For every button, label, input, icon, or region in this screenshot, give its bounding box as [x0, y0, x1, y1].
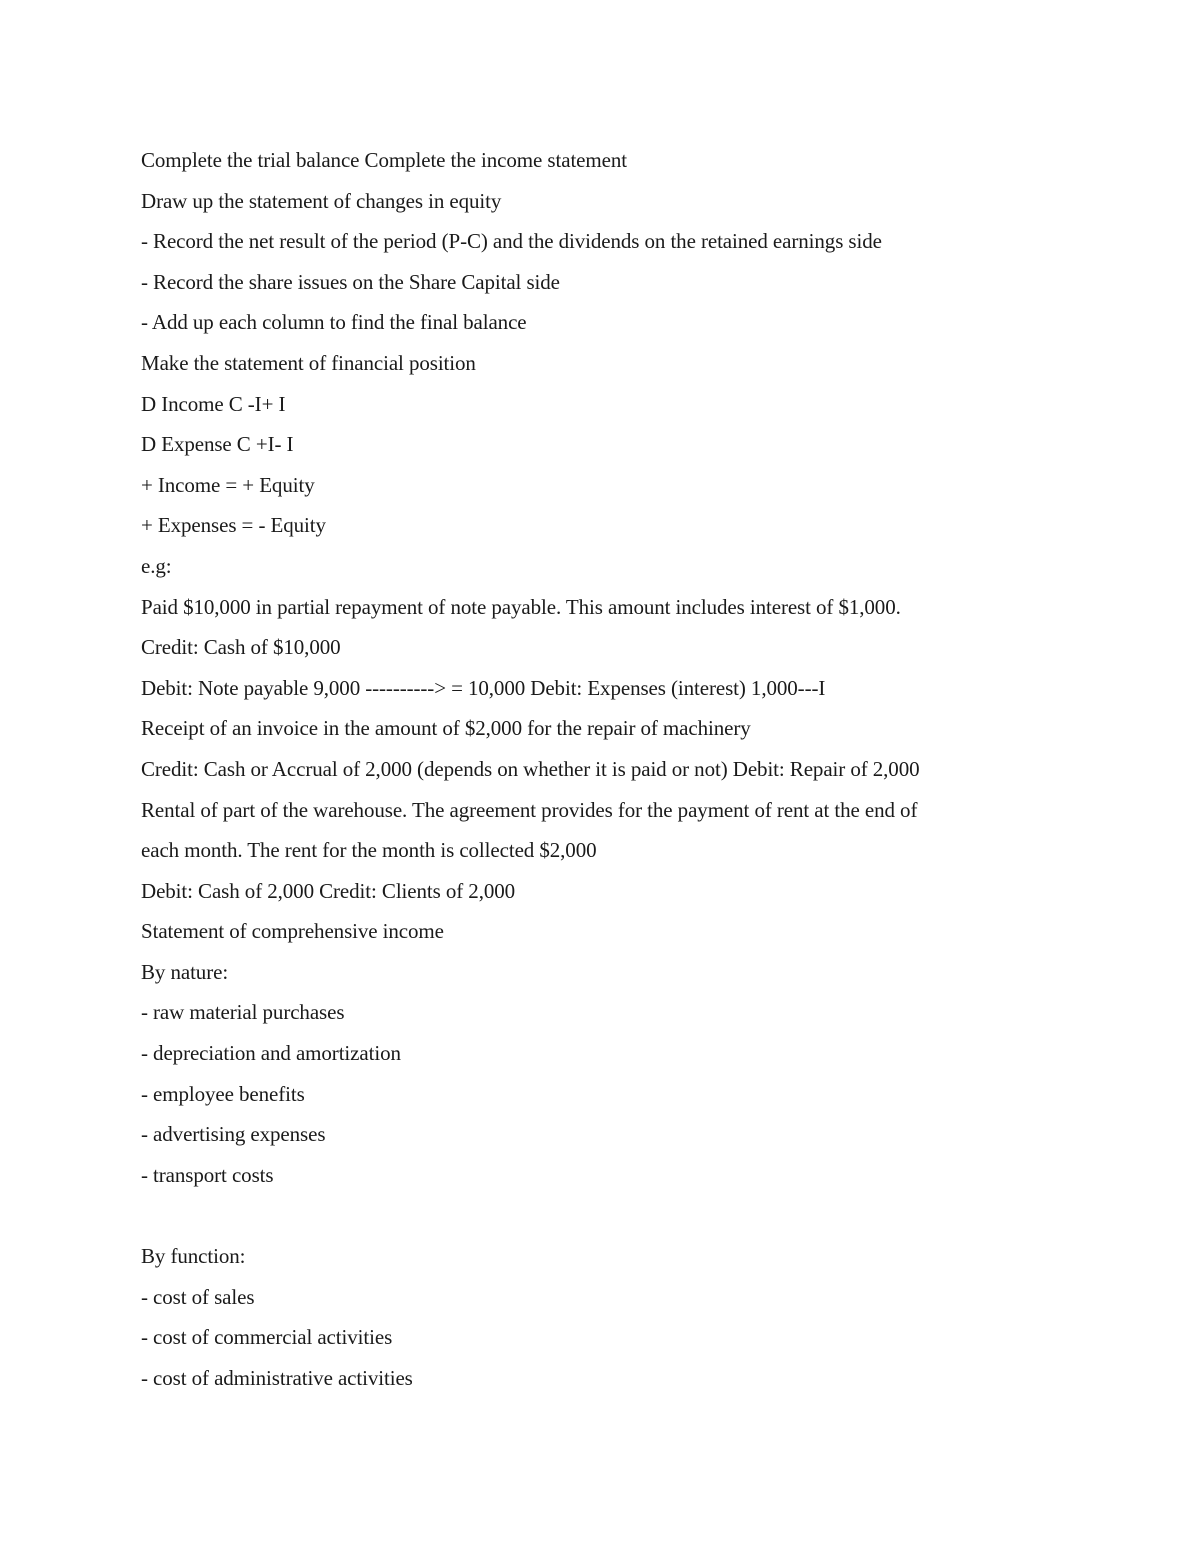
text-line: - employee benefits: [141, 1081, 305, 1106]
text-line: - Record the net result of the period (P-C) and the dividends on the retained earnings side: [141, 229, 882, 254]
text-line: D Expense C +I- I: [141, 432, 294, 457]
text-line: Credit: Cash or Accrual of 2,000 (depends on whether it is paid or not) Debit: Repair of 2,000: [141, 756, 920, 781]
text-line: D Income C -I+ I: [141, 391, 286, 416]
text-line: By nature:: [141, 959, 229, 984]
text-line: - cost of commercial activities: [141, 1325, 393, 1350]
text-line: e.g:: [141, 553, 172, 578]
text-line: Make the statement of financial position: [141, 350, 476, 375]
text-line: - cost of administrative activities: [141, 1365, 413, 1390]
text-line: Receipt of an invoice in the amount of $2,000 for the repair of machinery: [141, 716, 751, 741]
document-body: [141, 140, 1041, 1398]
text-line: - depreciation and amortization: [141, 1041, 401, 1066]
text-line: + Expenses = - Equity: [141, 513, 326, 538]
text-line: - advertising expenses: [141, 1122, 326, 1147]
text-line: Rental of part of the warehouse. The agreement provides for the payment of rent at the end of: [141, 797, 918, 822]
text-line: Draw up the statement of changes in equity: [141, 188, 502, 213]
text-line: By function:: [141, 1244, 246, 1269]
text-line: Paid $10,000 in partial repayment of note payable. This amount includes interest of $1,000.: [141, 594, 901, 619]
text-line: Debit: Cash of 2,000 Credit: Clients of 2,000: [141, 878, 516, 903]
text-line: Statement of comprehensive income: [141, 919, 444, 944]
text-line: - Record the share issues on the Share Capital side: [141, 269, 560, 294]
text-line: - raw material purchases: [141, 1000, 345, 1025]
text-line: each month. The rent for the month is collected $2,000: [141, 838, 597, 863]
text-line: - cost of sales: [141, 1284, 255, 1309]
text-line: Credit: Cash of $10,000: [141, 635, 341, 660]
text-line: - transport costs: [141, 1162, 274, 1187]
text-line: Debit: Note payable 9,000 ----------> = 10,000 Debit: Expenses (interest) 1,000---I: [141, 675, 826, 700]
text-line: Complete the trial balance Complete the income statement: [141, 148, 627, 172]
text-line: - Add up each column to find the final balance: [141, 310, 527, 335]
blank-line: [141, 1195, 1041, 1236]
text-line: + Income = + Equity: [141, 472, 315, 497]
